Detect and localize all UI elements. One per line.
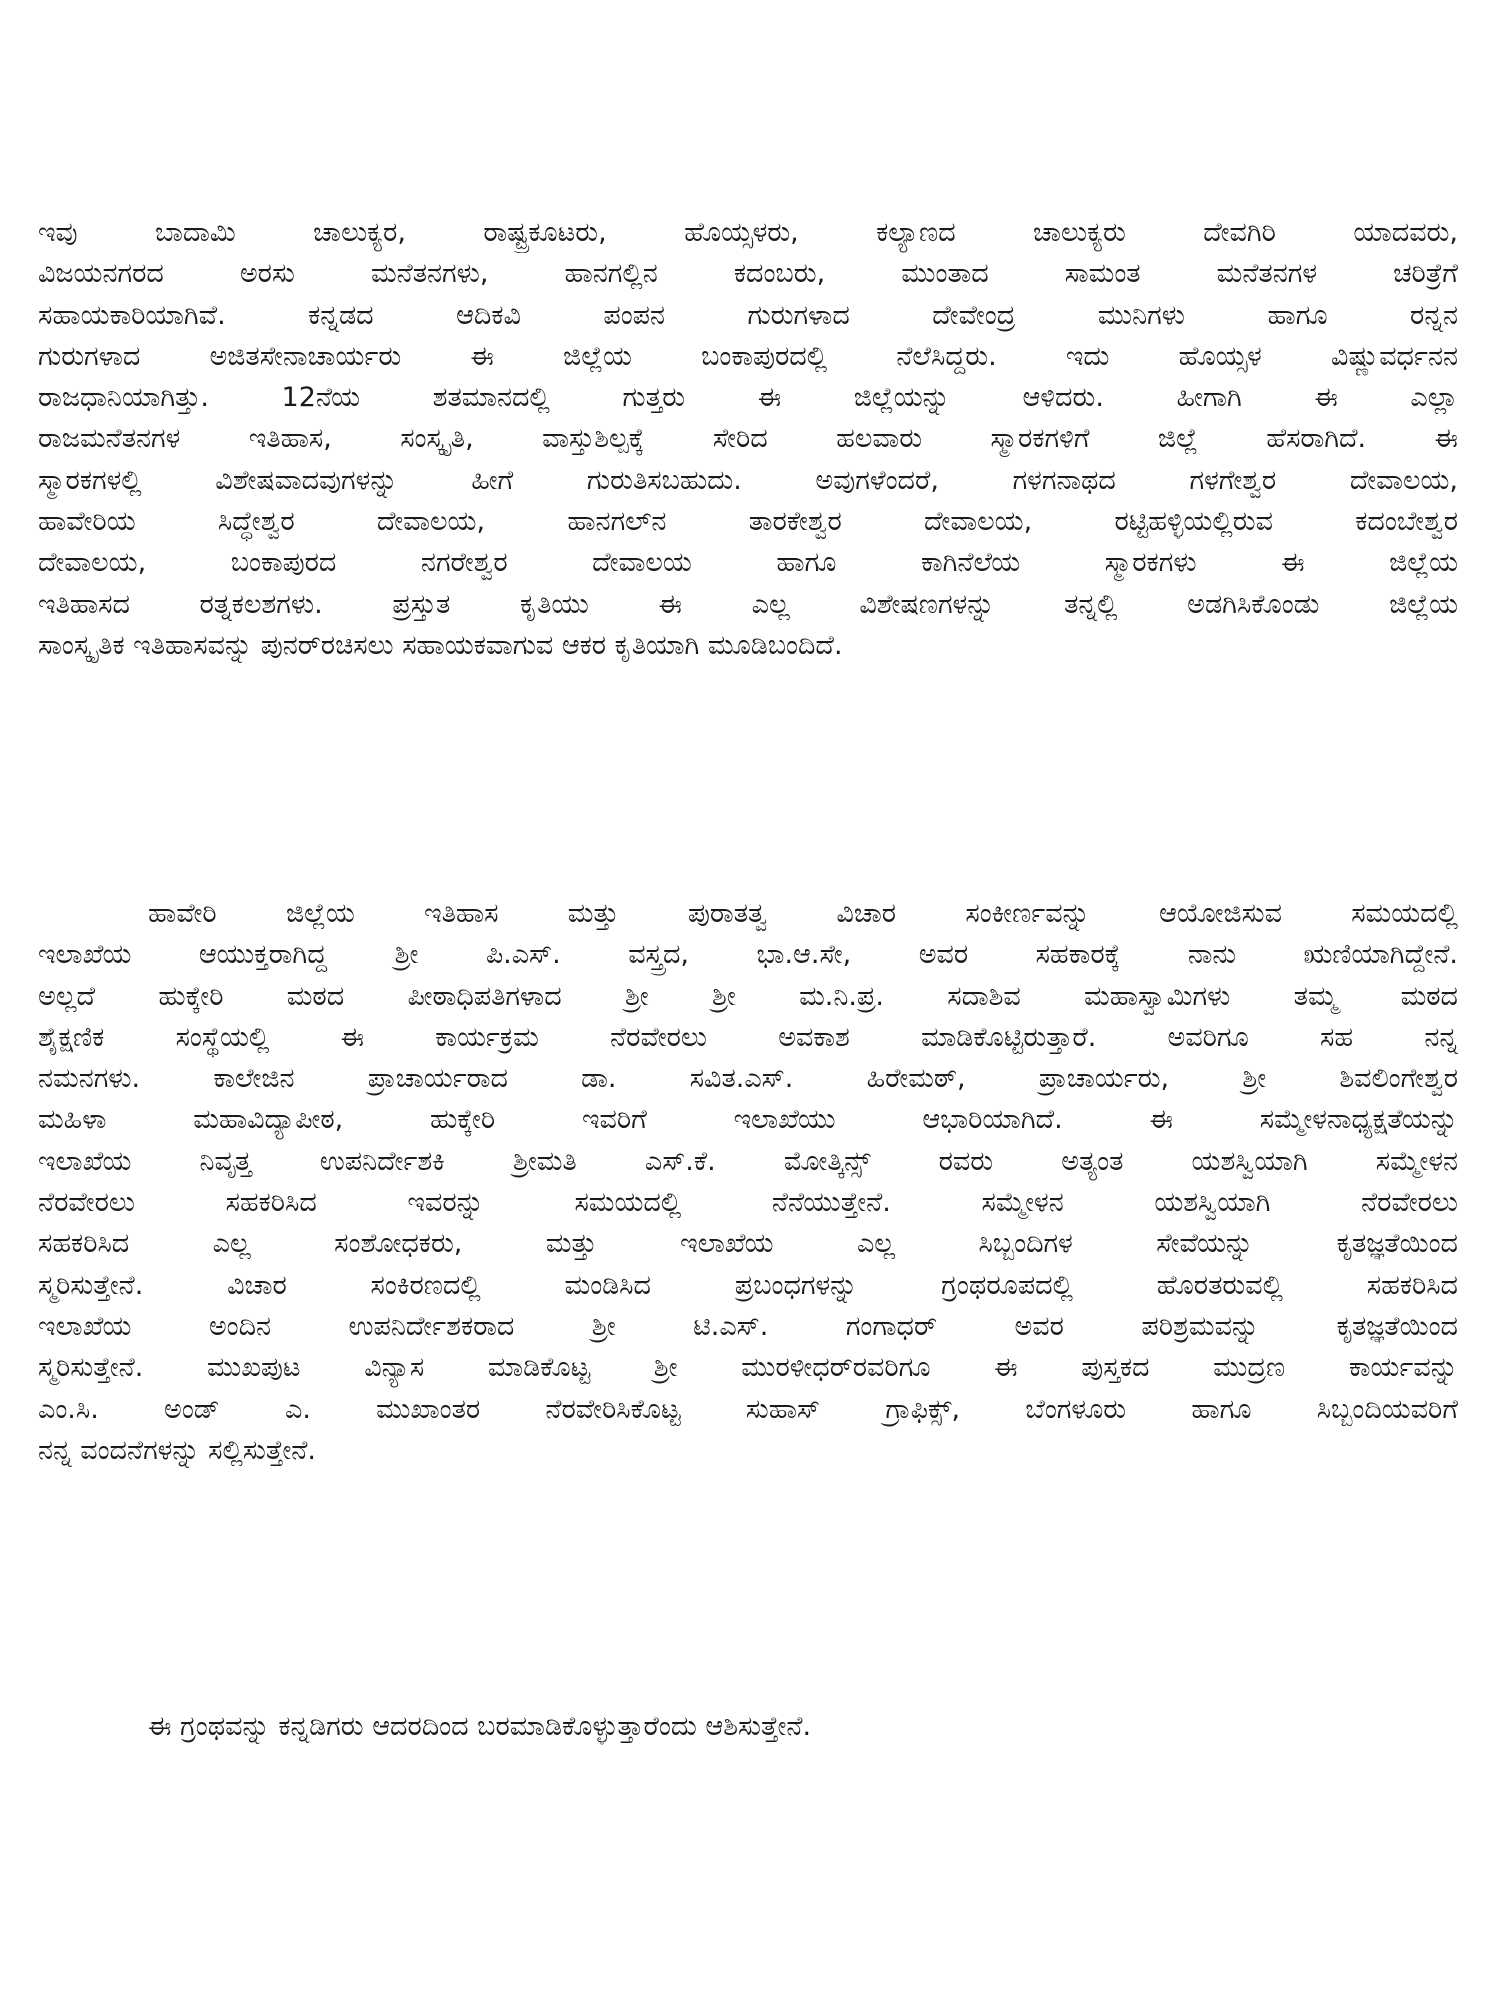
text-line: ಶೈಕ್ಷಣಿಕ ಸಂಸ್ಥೆಯಲ್ಲಿ ಈ ಕಾರ್ಯಕ್ರಮ ನೆರವೇರಲು ಅವಕಾಶ ಮಾಡಿಕೊಟ್ಟಿರುತ್ತಾರೆ. ಅವರಿಗೂ ಸಹ ನನ್ನ	[38, 1021, 1458, 1053]
text-line: ರಾಜಮನೆತನಗಳ ಇತಿಹಾಸ, ಸಂಸ್ಕೃತಿ, ವಾಸ್ತುಶಿಲ್ಪಕ್ಕೆ ಸೇರಿದ ಹಲವಾರು ಸ್ಮಾರಕಗಳಿಗೆ ಜಿಲ್ಲೆ ಹೆಸರಾಗಿದೆ. ಈ	[38, 423, 1458, 455]
text-line: ಹಾವೇರಿ ಜಿಲ್ಲೆಯ ಇತಿಹಾಸ ಮತ್ತು ಪುರಾತತ್ವ ವಿಚಾರ ಸಂಕೀರ್ಣವನ್ನು ಆಯೋಜಿಸುವ ಸಮಯದಲ್ಲಿ	[148, 898, 1458, 929]
text-line: ಸ್ಮರಿಸುತ್ತೇನೆ. ವಿಚಾರ ಸಂಕಿರಣದಲ್ಲಿ ಮಂಡಿಸಿದ ಪ್ರಬಂಧಗಳನ್ನು ಗ್ರಂಥರೂಪದಲ್ಲಿ ಹೊರತರುವಲ್ಲಿ ಸಹಕರಿಸಿದ	[38, 1269, 1458, 1301]
text-line: ಸಹಾಯಕಾರಿಯಾಗಿವೆ. ಕನ್ನಡದ ಆದಿಕವಿ ಪಂಪನ ಗುರುಗಳಾದ ದೇವೇಂದ್ರ ಮುನಿಗಳು ಹಾಗೂ ರನ್ನನ	[38, 299, 1458, 331]
text-line: ಎಂ.ಸಿ. ಅಂಡ್ ಎ. ಮುಖಾಂತರ ನೆರವೇರಿಸಿಕೊಟ್ಟ ಸುಹಾಸ್ ಗ್ರಾಫಿಕ್ಸ್, ಬೆಂಗಳೂರು ಹಾಗೂ ಸಿಬ್ಬಂದಿಯವರಿಗೆ	[38, 1393, 1458, 1425]
text-line: ನಮನಗಳು. ಕಾಲೇಜಿನ ಪ್ರಾಚಾರ್ಯರಾದ ಡಾ. ಸವಿತ.ಎಸ್. ಹಿರೇಮಠ್, ಪ್ರಾಚಾರ್ಯರು, ಶ್ರೀ ಶಿವಲಿಂಗೇಶ್ವರ	[38, 1063, 1458, 1095]
text-line: ಸ್ಮರಿಸುತ್ತೇನೆ. ಮುಖಪುಟ ವಿನ್ಯಾಸ ಮಾಡಿಕೊಟ್ಟ ಶ್ರೀ ಮುರಳೀಧರ್‌ರವರಿಗೂ ಈ ಪುಸ್ತಕದ ಮುದ್ರಣ ಕಾರ್ಯವನ್ನು	[38, 1352, 1458, 1384]
paragraph-acknowledgements	[38, 893, 1458, 1471]
paragraph-closing	[38, 1706, 1458, 1747]
text-line: ಸ್ಮಾರಕಗಳಲ್ಲಿ ವಿಶೇಷವಾದವುಗಳನ್ನು ಹೀಗೆ ಗುರುತಿಸಬಹುದು. ಅವುಗಳೆಂದರೆ, ಗಳಗನಾಥದ ಗಳಗೇಶ್ವರ ದೇವಾಲಯ,	[38, 464, 1458, 496]
text-line: ಈ ಗ್ರಂಥವನ್ನು ಕನ್ನಡಿಗರು ಆದರದಿಂದ ಬರಮಾಡಿಕೊಳ್ಳುತ್ತಾರೆಂದು ಆಶಿಸುತ್ತೇನೆ.	[148, 1711, 812, 1742]
text-line: ಸಹಕರಿಸಿದ ಎಲ್ಲ ಸಂಶೋಧಕರು, ಮತ್ತು ಇಲಾಖೆಯ ಎಲ್ಲ ಸಿಬ್ಬಂದಿಗಳ ಸೇವೆಯನ್ನು ಕೃತಜ್ಞತೆಯಿಂದ	[38, 1228, 1458, 1260]
text-line: ದೇವಾಲಯ, ಬಂಕಾಪುರದ ನಗರೇಶ್ವರ ದೇವಾಲಯ ಹಾಗೂ ಕಾಗಿನೆಲೆಯ ಸ್ಮಾರಕಗಳು ಈ ಜಿಲ್ಲೆಯ	[38, 547, 1458, 579]
text-line: ಇಲಾಖೆಯ ಅಂದಿನ ಉಪನಿರ್ದೇಶಕರಾದ ಶ್ರೀ ಟಿ.ಎಸ್. ಗಂಗಾಧರ್ ಅವರ ಪರಿಶ್ರಮವನ್ನು ಕೃತಜ್ಞತೆಯಿಂದ	[38, 1310, 1458, 1342]
text-line: ಸಾಂಸ್ಕೃತಿಕ ಇತಿಹಾಸವನ್ನು ಪುನರ್‌ರಚಿಸಲು ಸಹಾಯಕವಾಗುವ ಆಕರ ಕೃತಿಯಾಗಿ ಮೂಡಿಬಂದಿದೆ.	[38, 629, 843, 661]
text-line: ಹಾವೇರಿಯ ಸಿದ್ಧೇಶ್ವರ ದೇವಾಲಯ, ಹಾನಗಲ್‌ನ ತಾರಕೇಶ್ವರ ದೇವಾಲಯ, ರಟ್ಟಿಹಳ್ಳಿಯಲ್ಲಿರುವ ಕದಂಬೇಶ್ವರ	[38, 506, 1458, 538]
paragraph-history	[38, 212, 1458, 666]
text-line: ನನ್ನ ವಂದನೆಗಳನ್ನು ಸಲ್ಲಿಸುತ್ತೇನೆ.	[38, 1434, 316, 1466]
text-line: ಇಲಾಖೆಯ ಆಯುಕ್ತರಾಗಿದ್ದ ಶ್ರೀ ಪಿ.ಎಸ್. ವಸ್ತ್ರದ, ಭಾ.ಆ.ಸೇ, ಅವರ ಸಹಕಾರಕ್ಕೆ ನಾನು ಋಣಿಯಾಗಿದ್ದೇನೆ.	[38, 939, 1458, 971]
text-line: ಇವು ಬಾದಾಮಿ ಚಾಲುಕ್ಯರ, ರಾಷ್ಟ್ರಕೂಟರು, ಹೊಯ್ಸಳರು, ಕಲ್ಯಾಣದ ಚಾಲುಕ್ಯರು ದೇವಗಿರಿ ಯಾದವರು,	[38, 217, 1458, 248]
text-line: ಮಹಿಳಾ ಮಹಾವಿದ್ಯಾಪೀಠ, ಹುಕ್ಕೇರಿ ಇವರಿಗೆ ಇಲಾಖೆಯು ಆಭಾರಿಯಾಗಿದೆ. ಈ ಸಮ್ಮೇಳನಾಧ್ಯಕ್ಷತೆಯನ್ನು	[38, 1104, 1458, 1136]
text-line: ಗುರುಗಳಾದ ಅಜಿತಸೇನಾಚಾರ್ಯರು ಈ ಜಿಲ್ಲೆಯ ಬಂಕಾಪುರದಲ್ಲಿ ನೆಲೆಸಿದ್ದರು. ಇದು ಹೊಯ್ಸಳ ವಿಷ್ಣುವರ್ಧನನ	[38, 340, 1458, 372]
text-line: ವಿಜಯನಗರದ ಅರಸು ಮನೆತನಗಳು, ಹಾನಗಲ್ಲಿನ ಕದಂಬರು, ಮುಂತಾದ ಸಾಮಂತ ಮನೆತನಗಳ ಚರಿತ್ರೆಗೆ	[38, 258, 1458, 290]
text-line: ನೆರವೇರಲು ಸಹಕರಿಸಿದ ಇವರನ್ನು ಸಮಯದಲ್ಲಿ ನೆನೆಯುತ್ತೇನೆ. ಸಮ್ಮೇಳನ ಯಶಸ್ವಿಯಾಗಿ ನೆರವೇರಲು	[38, 1187, 1458, 1219]
text-line: ಇತಿಹಾಸದ ರತ್ನಕಲಶಗಳು. ಪ್ರಸ್ತುತ ಕೃತಿಯು ಈ ಎಲ್ಲ ವಿಶೇಷಣಗಳನ್ನು ತನ್ನಲ್ಲಿ ಅಡಗಿಸಿಕೊಂಡು ಜಿಲ್ಲೆಯ	[38, 588, 1458, 620]
text-line: ಇಲಾಖೆಯ ನಿವೃತ್ತ ಉಪನಿರ್ದೇಶಕಿ ಶ್ರೀಮತಿ ಎಸ್.ಕೆ. ಮೋತ್ಕಿನ್ಸ್ ರವರು ಅತ್ಯಂತ ಯಶಸ್ವಿಯಾಗಿ ಸಮ್ಮೇಳನ	[38, 1145, 1458, 1177]
text-line: ರಾಜಧಾನಿಯಾಗಿತ್ತು. 12ನೆಯ ಶತಮಾನದಲ್ಲಿ ಗುತ್ತರು ಈ ಜಿಲ್ಲೆಯನ್ನು ಆಳಿದರು. ಹೀಗಾಗಿ ಈ ಎಲ್ಲಾ	[38, 382, 1458, 414]
text-line: ಅಲ್ಲದೆ ಹುಕ್ಕೇರಿ ಮಠದ ಪೀಠಾಧಿಪತಿಗಳಾದ ಶ್ರೀ ಶ್ರೀ ಮ.ನಿ.ಪ್ರ. ಸದಾಶಿವ ಮಹಾಸ್ವಾಮಿಗಳು ತಮ್ಮ ಮಠದ	[38, 980, 1458, 1012]
